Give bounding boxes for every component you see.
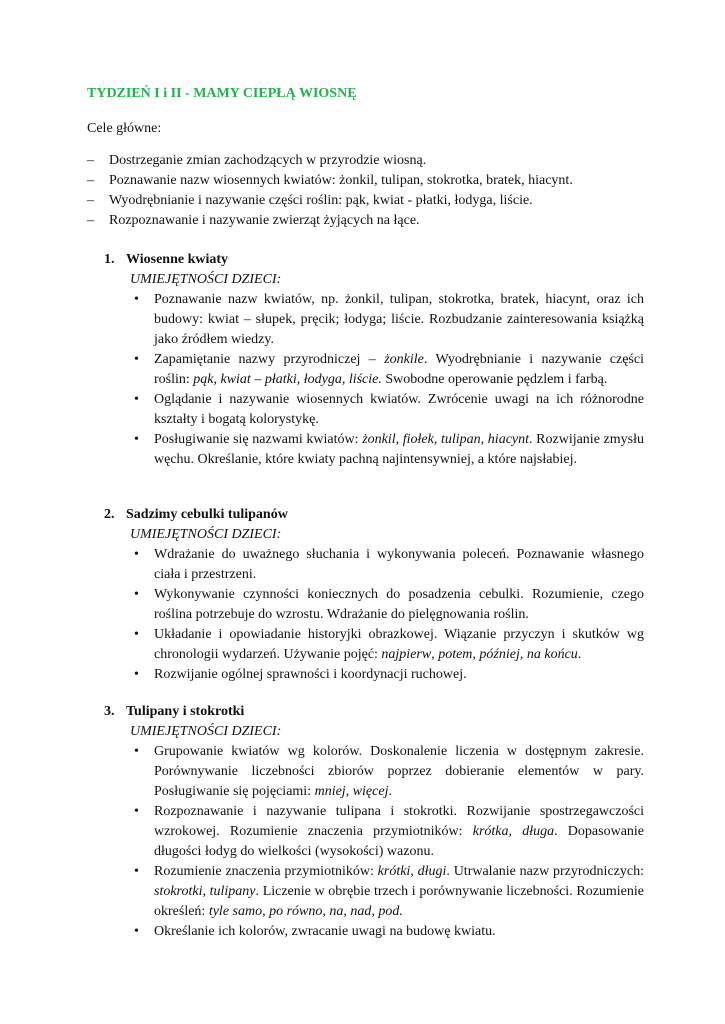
bullet-item	[134, 742, 644, 802]
section-bullets	[104, 742, 644, 942]
bullet-text: Rozwijanie ogólnej sprawności i koordynacji ruchowej.	[154, 667, 467, 682]
bullet-text: Zapamiętanie nazwy przyrodniczej –	[154, 352, 385, 367]
bullet-text: stokrotki, tulipany	[154, 884, 256, 899]
goals-heading: Cele główne:	[87, 121, 162, 136]
section-heading: 2. Sadzimy cebulki tulipanów	[104, 507, 288, 522]
bullet-text: krótki, długi	[377, 864, 447, 879]
bullet-item	[134, 390, 644, 430]
bullet-text: . Dopasowanie długości łodyg do wielkości (wysokości) wazonu.	[154, 824, 645, 859]
bullet-item	[134, 430, 644, 470]
section-1	[104, 250, 644, 470]
bullet-text: ,	[431, 647, 439, 662]
bullet-icon: •	[134, 744, 139, 759]
bullet-item	[134, 862, 644, 922]
bullet-icon: •	[134, 667, 139, 682]
bullet-text: żonkil, fiołek, tulipan, hiacynt	[362, 432, 530, 447]
bullet-text: Swobodne operowanie pędzlem i farbą.	[381, 372, 608, 387]
goal-item: – Rozpoznawanie i nazywanie zwierząt żyjących na łące.	[87, 211, 647, 231]
bullet-item	[134, 290, 644, 350]
bullet-text: Wykonywanie czynności koniecznych do posadzenia cebulki. Rozumienie, czego roślina potrzebuje do wzrostu. Wdrażanie do pielęgnowania roślin.	[154, 587, 644, 622]
section-heading: 1. Wiosenne kwiaty	[104, 252, 229, 267]
bullet-text: później, na końcu	[479, 647, 578, 662]
bullet-icon: •	[134, 392, 139, 407]
bullet-text: żonkile	[384, 352, 424, 367]
skills-label: UMIEJĘTNOŚCI DZIECI:	[130, 724, 282, 739]
bullet-icon: •	[134, 864, 139, 879]
bullet-icon: •	[134, 804, 139, 819]
bullet-text: Posługiwanie się nazwami kwiatów:	[154, 432, 363, 447]
bullet-text: tyle samo, po równo, na, nad, pod.	[208, 904, 403, 919]
skills-label: UMIEJĘTNOŚCI DZIECI:	[130, 527, 282, 542]
bullet-text: Rozpoznawanie i nazywanie tulipana i stokrotki. Rozwijanie spostrzegawczości wzrokowej. Rozumienie znaczenia przymiotników:	[154, 804, 644, 839]
dash-icon: –	[87, 193, 94, 208]
bullet-item	[134, 350, 644, 390]
bullet-item	[134, 802, 644, 862]
bullet-text: Określanie ich kolorów, zwracanie uwagi na budowę kwiatu.	[154, 924, 496, 939]
goals-list	[87, 151, 647, 231]
bullet-text: ,	[472, 647, 480, 662]
dash-icon: –	[87, 213, 94, 228]
bullet-text: krótka, długa	[472, 824, 555, 839]
section-bullets	[104, 545, 644, 685]
bullet-text: . Liczenie w obrębie trzech i porównywanie liczebności. Rozumienie określeń:	[154, 884, 645, 919]
bullet-text: . Rozwijanie zmysłu węchu. Określanie, które kwiaty pachną najintensywniej, a które najsłabiej.	[154, 432, 644, 467]
dash-icon: –	[87, 153, 94, 168]
bullet-icon: •	[134, 292, 139, 307]
bullet-item	[134, 625, 644, 665]
bullet-text: potem	[438, 647, 473, 662]
bullet-text: . Wyodrębnianie i nazywanie części roślin:	[154, 352, 644, 387]
dash-icon: –	[87, 173, 94, 188]
bullet-item	[134, 665, 644, 685]
bullet-text: pąk, kwiat – płatki, łodyga, liście.	[193, 372, 382, 387]
goal-item: – Poznawanie nazw wiosennych kwiatów: żonkil, tulipan, stokrotka, bratek, hiacynt.	[87, 171, 647, 191]
bullet-icon: •	[134, 924, 139, 939]
document-title: TYDZIEŃ I i II - MAMY CIEPŁĄ WIOSNĘ	[87, 86, 357, 101]
section-heading: 3. Tulipany i stokrotki	[104, 704, 245, 719]
bullet-text: Rozumienie znaczenia przymiotników:	[154, 864, 378, 879]
bullet-item	[134, 545, 644, 585]
bullet-icon: •	[134, 352, 139, 367]
bullet-text: Poznawanie nazw kwiatów, np. żonkil, tulipan, stokrotka, bratek, hiacynt, oraz ich budowy: kwiat – słupek, pręcik; łodyga; liście. Rozbudzanie zainteresowania książką jako źródłem wiedzy.	[154, 292, 644, 347]
bullet-text: .	[577, 647, 582, 662]
bullet-text: Grupowanie kwiatów wg kolorów. Doskonalenie liczenia w dostępnym zakresie. Porównywanie liczebności zbiorów poprzez dobieranie elementów w pary. Posługiwanie się pojęciami:	[154, 744, 644, 799]
bullet-item	[134, 585, 644, 625]
bullet-icon: •	[134, 432, 139, 447]
bullet-text: Oglądanie i nazywanie wiosennych kwiatów. Zwrócenie uwagi na ich różnorodne kształty i bogatą kolorystykę.	[154, 392, 644, 427]
section-2	[104, 505, 644, 685]
skills-label: UMIEJĘTNOŚCI DZIECI:	[130, 272, 282, 287]
bullet-text: mniej, więcej	[314, 784, 389, 799]
section-3	[104, 702, 644, 942]
bullet-item	[134, 922, 644, 942]
bullet-icon: •	[134, 627, 139, 642]
bullet-text: .	[388, 784, 392, 799]
bullet-icon: •	[134, 547, 139, 562]
bullet-text: najpierw	[381, 647, 432, 662]
bullet-icon: •	[134, 587, 139, 602]
goal-item: – Dostrzeganie zmian zachodzących w przyrodzie wiosną.	[87, 151, 647, 171]
bullet-text: Wdrażanie do uważnego słuchania i wykonywania poleceń. Poznawanie własnego ciała i przestrzeni.	[154, 547, 644, 582]
goal-item: – Wyodrębnianie i nazywanie części roślin: pąk, kwiat - płatki, łodyga, liście.	[87, 191, 647, 211]
bullet-text: Układanie i opowiadanie historyjki obrazkowej. Wiązanie przyczyn i skutków wg chronologii wydarzeń. Używanie pojęć:	[154, 627, 644, 662]
bullet-text: . Utrwalanie nazw przyrodniczych:	[446, 864, 644, 879]
section-bullets	[104, 290, 644, 470]
